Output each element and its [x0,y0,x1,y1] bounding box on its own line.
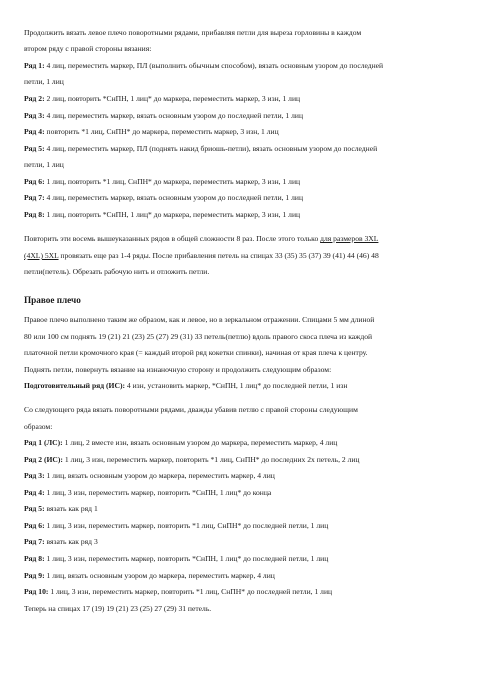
row-text: вязать как ряд 3 [44,537,98,546]
size-link[interactable]: (4XL) 5XL [24,251,59,260]
section-intro-line: Со следующего ряда вязать поворотными рядами, дважды убавив петлю с правой стороны следующим [24,405,358,414]
row-label: Ряд 7: [24,193,45,202]
row-text: 1 лиц, 3 изн, переместить маркер, повторить *СнПН, 1 лиц* до последней петли, 1 лиц [44,554,329,563]
row-line [24,456,360,464]
section-intro-line: 80 или 100 см поднять 19 (21) 21 (23) 25 (27) 29 (31) 33 петель(петлю) вдоль правого скоса плеча из каждой [24,332,373,341]
row-label: Ряд 4: [24,127,45,136]
row-label: Ряд 2: [24,94,45,103]
row-label: Ряд 5: [24,144,45,153]
row-text: 4 лиц, переместить маркер, ПЛ (поднять накид бриошь-петли), вязать основным узором до последней [44,144,378,153]
row-label: Подготовительный ряд (ИС): [24,381,125,390]
row-text: 1 лиц, повторить *1 лиц, СнПН* до маркера, переместить маркер, 3 изн, 1 лиц [44,177,301,186]
row-text: повторить *1 лиц, СнПН* до маркера, переместить маркер, 3 изн, 1 лиц [44,127,279,136]
row-line [24,572,275,580]
row-label: Ряд 6: [24,177,45,186]
row-line [24,145,377,153]
row-line [24,62,383,70]
repeat-text: провязать еще раз 1-4 ряды. После прибавления петель на спицах 33 (35) 35 (37) 39 (41) 44 (46) 48 [58,251,379,260]
row-label: Ряд 9: [24,571,45,580]
row-line [24,555,328,563]
row-line [24,128,279,136]
row-label: Ряд 2 (ИС): [24,455,63,464]
row-label: Ряд 3: [24,111,45,120]
row-text: 1 лиц, 3 изн, переместить маркер, повторить *СнПН, 1 лиц* до конца [44,488,272,497]
row-text: 1 лиц, вязать основным узором до маркера, переместить маркер, 4 лиц [44,571,275,580]
row-text: 2 лиц, повторить *СнПН, 1 лиц* до маркера, переместить маркер, 3 изн, 1 лиц [44,94,301,103]
section-intro-line: Правое плечо выполнено таким же образом, как и левое, но в зеркальном отражении. Спицами 5 мм длиной [24,315,375,324]
row-text: 4 лиц, переместить маркер, ПЛ (выполнить обычным способом), вязать основным узором до последней [44,61,384,70]
row-label: Ряд 10: [24,587,49,596]
row-line [24,194,303,202]
row-text: 4 лиц, переместить маркер, вязать основным узором до последней петли, 1 лиц [44,193,304,202]
intro-line: втором ряду с правой стороны вязания: [24,44,152,53]
row-text: 1 лиц, повторить *СнПН, 1 лиц* до маркера, переместить маркер, 3 изн, 1 лиц [44,210,301,219]
row-text: 1 лиц, 3 изн, переместить маркер, повторить *1 лиц, СнПН* до последней петли, 1 лиц [48,587,333,596]
row-label: Ряд 1 (ЛС): [24,438,63,447]
row-text: 1 лиц, 2 вместе изн, вязать основным узором до маркера, переместить маркер, 4 лиц [62,438,338,447]
row-label: Ряд 4: [24,488,45,497]
row-line [24,505,98,513]
row-label: Ряд 5: [24,504,45,513]
repeat-line [24,235,378,243]
row-line [24,489,271,497]
section-intro-line: платочной петли кромочного края (= каждый второй ряд кокетки спинки), начиная от края плеча к центру. [24,348,368,357]
row-text: вязать как ряд 1 [44,504,98,513]
row-text: 4 лиц, переместить маркер, вязать основным узором до последней петли, 1 лиц [44,111,304,120]
row-line [24,522,328,530]
prep-row-line [24,382,347,390]
row-label: Ряд 8: [24,554,45,563]
row-line [24,95,300,103]
row-line [24,211,300,219]
row-label: Ряд 1: [24,61,45,70]
row-line [24,178,300,186]
row-text: 1 лиц, вязать основным узором до маркера, переместить маркер, 4 лиц [44,471,275,480]
final-line: Теперь на спицах 17 (19) 19 (21) 23 (25) 27 (29) 31 петель. [24,604,212,613]
row-continuation: петли, 1 лиц [24,160,64,169]
row-line [24,112,303,120]
row-line [24,538,98,546]
section-intro-line: Поднять петли, повернуть вязание на изнаночную сторону и продолжить следующим образом: [24,365,332,374]
row-line [24,439,337,447]
row-label: Ряд 3: [24,471,45,480]
repeat-line: петли(петель). Обрезать рабочую нить и отложить петли. [24,267,210,276]
row-text: 1 лиц, 3 изн, переместить маркер, повторить *1 лиц, СнПН* до последней петли, 1 лиц [44,521,329,530]
row-text: 4 изн, установить маркер, *СнПН, 1 лиц* до последней петли, 1 изн [125,381,348,390]
repeat-text: Повторить эти восемь вышеуказанных рядов в общей сложности 8 раз. После этого только [24,234,321,243]
size-link[interactable]: для размеров 3XL [320,234,379,243]
section-title: Правое плечо [24,295,81,305]
section-intro-line: образом: [24,422,53,431]
intro-line: Продолжить вязать левое плечо поворотными рядами, прибавляя петли для выреза горловины в каждом [24,28,362,37]
row-line [24,588,332,596]
row-continuation: петли, 1 лиц [24,77,64,86]
row-text: 1 лиц, 3 изн, переместить маркер, повторить *1 лиц, СнПН* до последних 2х петель, 2 лиц [62,455,360,464]
row-label: Ряд 6: [24,521,45,530]
repeat-line [24,252,379,260]
row-label: Ряд 8: [24,210,45,219]
row-line [24,472,275,480]
row-label: Ряд 7: [24,537,45,546]
